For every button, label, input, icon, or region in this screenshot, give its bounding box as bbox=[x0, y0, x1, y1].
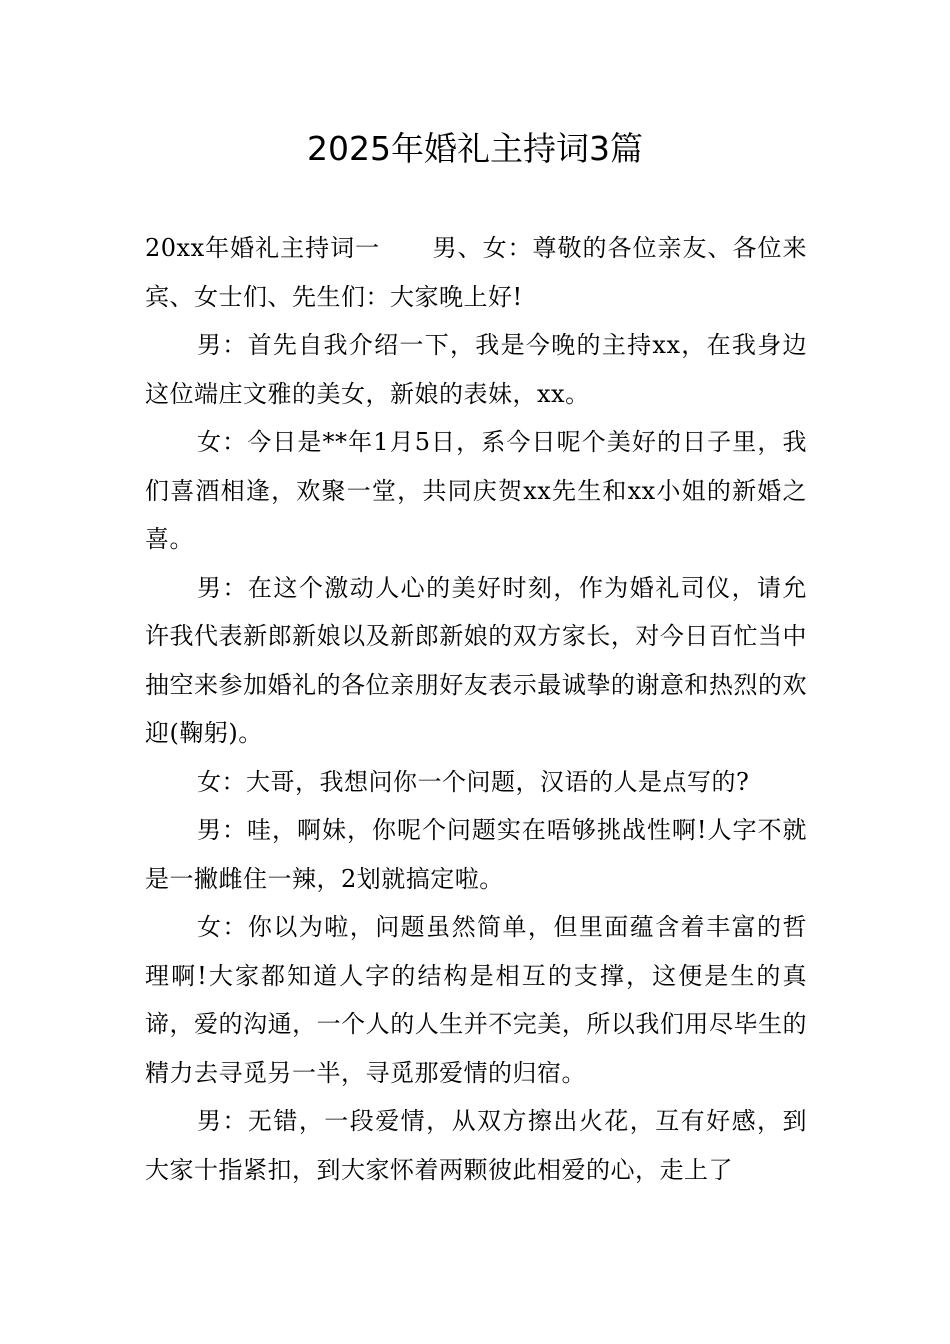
paragraph: 男：首先自我介绍一下，我是今晚的主持xx，在我身边这位端庄文雅的美女，新娘的表妹，xx。 bbox=[145, 331, 807, 408]
paragraph: 男：无错，一段爱情，从双方擦出火花，互有好感，到大家十指紧扣，到大家怀着两颗彼此相爱的心，走上了 bbox=[145, 1107, 807, 1184]
paragraph: 女：大哥，我想问你一个问题，汉语的人是点写的? bbox=[197, 767, 750, 796]
document-body bbox=[145, 224, 807, 1194]
paragraph-intro bbox=[145, 224, 807, 321]
paragraph: 女：今日是**年1月5日，系今日呢个美好的日子里，我们喜酒相逢，欢聚一堂，共同庆贺xx先生和xx小姐的新婚之喜。 bbox=[145, 428, 807, 553]
section-heading: 20xx年婚礼主持词一 bbox=[145, 234, 381, 262]
paragraph: 男：在这个激动人心的美好时刻，作为婚礼司仪，请允许我代表新郎新娘以及新郎新娘的双方家长，对今日百忙当中抽空来参加婚礼的各位亲朋好友表示最诚挚的谢意和热烈的欢迎(鞠躬)。 bbox=[145, 573, 807, 747]
paragraph: 男：哇，啊妹，你呢个问题实在唔够挑战性啊!人字不就是一撇雌住一辣，2划就搞定啦。 bbox=[145, 816, 807, 893]
paragraph-text: 男、女：尊敬的各位亲友、各位来宾、女士们、先生们：大家晚上好! bbox=[145, 234, 808, 311]
page-title: 2025年婚礼主持词3篇 bbox=[307, 129, 643, 168]
paragraph: 女：你以为啦，问题虽然简单，但里面蕴含着丰富的哲理啊!大家都知道人字的结构是相互的支撑，这便是生的真谛，爱的沟通，一个人的人生并不完美，所以我们用尽毕生的精力去寻觅另一半，寻觅那爱情的归宿。 bbox=[145, 913, 807, 1087]
